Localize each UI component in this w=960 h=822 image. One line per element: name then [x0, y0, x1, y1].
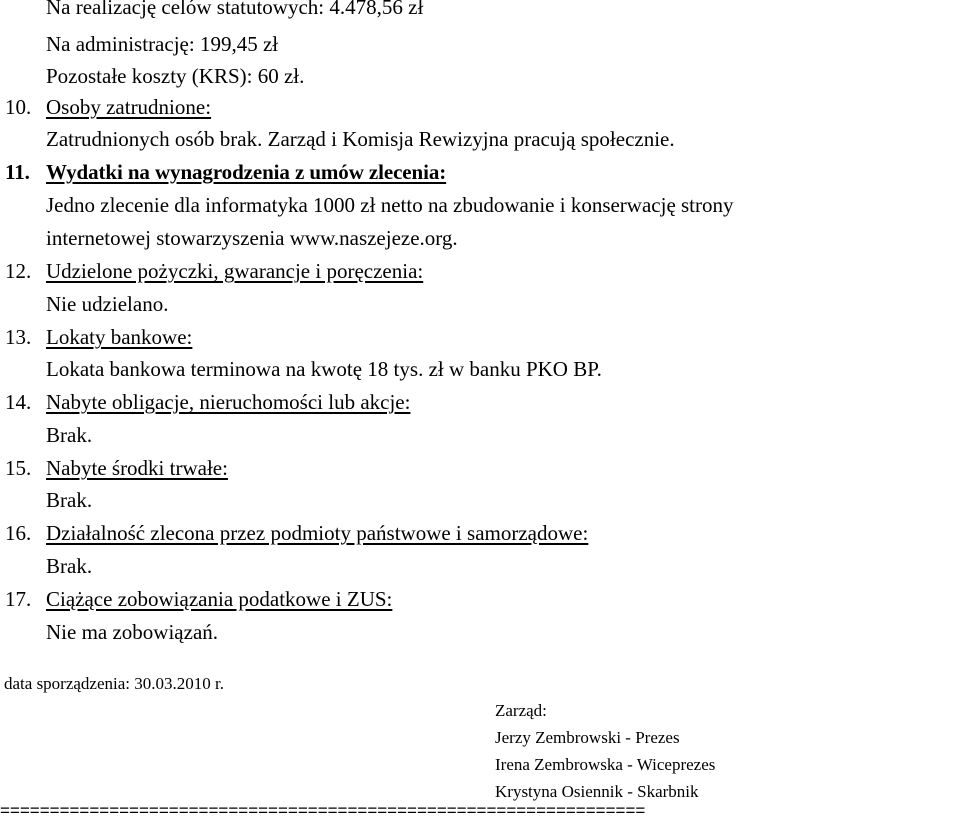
section-number: 14.	[5, 390, 32, 414]
section-title: Działalność zlecona przez podmioty państwowe i samorządowe:	[46, 521, 589, 545]
section-11-content-line-1: Jedno zlecenie dla informatyka 1000 zł netto na zbudowanie i konserwację strony	[46, 193, 734, 217]
section-16-content: Brak.	[46, 554, 93, 578]
board-signatures	[495, 697, 715, 805]
section-number: 13.	[5, 325, 32, 349]
section-heading-17	[5, 586, 392, 613]
section-heading-10	[5, 94, 211, 121]
section-number: 17.	[5, 587, 32, 611]
section-title: Ciążące zobowiązania podatkowe i ZUS:	[46, 587, 393, 611]
section-title: Osoby zatrudnione:	[46, 95, 212, 119]
board-heading: Zarząd:	[495, 701, 547, 720]
section-title: Wydatki na wynagrodzenia z umów zlecenia:	[46, 160, 447, 184]
section-number: 10.	[5, 95, 32, 119]
section-heading-15	[5, 455, 228, 482]
section-title: Nabyte obligacje, nieruchomości lub akcje:	[46, 390, 411, 414]
page-separator: =================================================================	[0, 801, 646, 820]
section-title: Udzielone pożyczki, gwarancje i poręczenia:	[46, 259, 424, 283]
board-member: Irena Zembrowska - Wiceprezes	[495, 755, 716, 774]
section-heading-16	[5, 520, 588, 547]
section-15-content: Brak.	[46, 488, 93, 512]
section-14-content: Brak.	[46, 423, 93, 447]
section-10-content: Zatrudnionych osób brak. Zarząd i Komisja Rewizyjna pracują społecznie.	[46, 127, 675, 151]
section-heading-13	[5, 324, 192, 351]
section-heading-11	[5, 159, 446, 186]
section-title: Nabyte środki trwałe:	[46, 456, 228, 480]
section-heading-14	[5, 389, 410, 416]
section-number: 15.	[5, 456, 32, 480]
administration-expenses-line: Na administrację: 199,45 zł	[46, 32, 279, 56]
section-heading-12	[5, 258, 423, 285]
board-member: Jerzy Zembrowski - Prezes	[495, 728, 680, 747]
other-costs-line: Pozostałe koszty (KRS): 60 zł.	[46, 64, 305, 88]
section-13-content: Lokata bankowa terminowa na kwotę 18 tys. zł w banku PKO BP.	[46, 357, 602, 381]
section-11-content-line-2: internetowej stowarzyszenia www.naszejeze.org.	[46, 226, 458, 250]
statutory-expenses-line: Na realizację celów statutowych: 4.478,56 zł	[46, 0, 424, 19]
preparation-date: data sporządzenia: 30.03.2010 r.	[4, 674, 224, 693]
section-number: 11.	[5, 160, 30, 184]
board-member: Krystyna Osiennik - Skarbnik	[495, 782, 699, 801]
section-number: 12.	[5, 259, 32, 283]
section-12-content: Nie udzielano.	[46, 292, 169, 316]
section-17-content: Nie ma zobowiązań.	[46, 620, 219, 644]
section-number: 16.	[5, 521, 32, 545]
section-title: Lokaty bankowe:	[46, 325, 193, 349]
